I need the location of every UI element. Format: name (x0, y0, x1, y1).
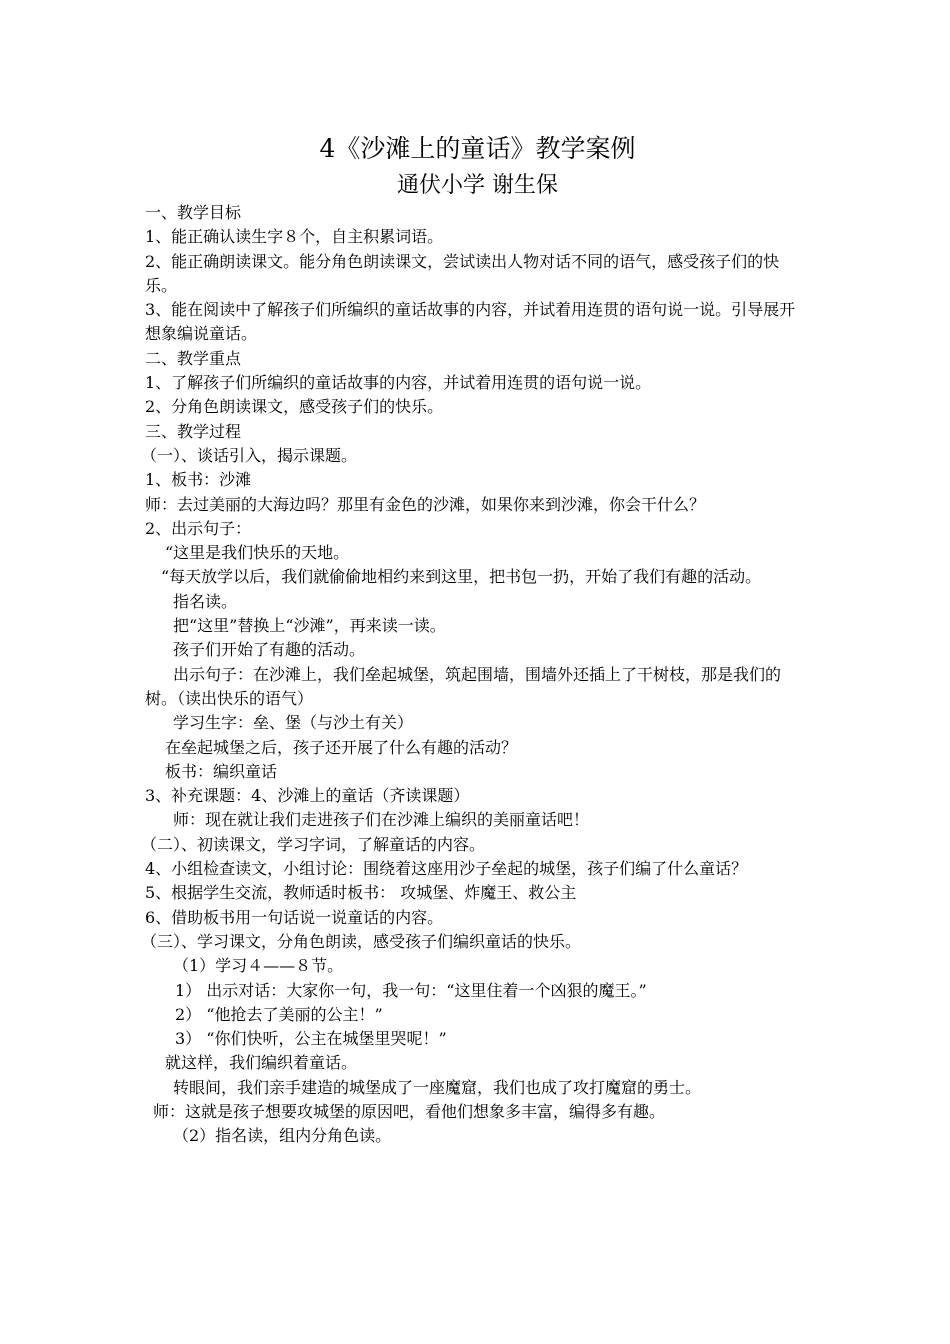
paragraph: （1）学习４——８节。 (173, 956, 344, 976)
paragraph: 4、小组检查读文，小组讨论：围绕着这座用沙子垒起的城堡，孩子们编了什么童话？ (145, 859, 748, 879)
paragraph: 2、分角色朗读课文，感受孩子们的快乐。 (145, 397, 444, 417)
subsection-heading: （二）、初读课文，学习字词，了解童话的内容。 (141, 834, 486, 854)
paragraph: 把“这里”替换上“沙滩”，再来读一读。 (173, 616, 446, 636)
document-title: 4《沙滩上的童话》教学案例 (319, 134, 636, 163)
paragraph: 3、补充课题：4、沙滩上的童话（齐读课题） (145, 786, 470, 806)
paragraph: 师：去过美丽的大海边吗？那里有金色的沙滩，如果你来到沙滩，你会干什么？ (145, 494, 706, 514)
paragraph: 6、借助板书用一句话说一说童话的内容。 (145, 907, 444, 927)
paragraph: 板书：编织童话 (165, 761, 278, 781)
paragraph: 2） “他抢去了美丽的公主！” (175, 1004, 383, 1024)
document-body (141, 201, 810, 1149)
document-author: 通伏小学 谢生保 (397, 173, 558, 198)
paragraph: 1、了解孩子们所编织的童话故事的内容，并试着用连贯的语句说一说。 (145, 373, 652, 393)
section-heading: 三、教学过程 (145, 421, 242, 441)
paragraph: 转眼间，我们亲手建造的城堡成了一座魔窟，我们也成了攻打魔窟的勇士。 (173, 1077, 702, 1097)
section-heading: 二、教学重点 (145, 348, 242, 368)
paragraph: 在垒起城堡之后，孩子还开展了什么有趣的活动？ (165, 737, 518, 757)
paragraph: 5、根据学生交流，教师适时板书： 攻城堡、炸魔王、救公主 (145, 883, 577, 903)
paragraph: 2、出示句子： (145, 518, 252, 538)
paragraph: 3） “你们快听，公主在城堡里哭呢！” (175, 1029, 447, 1049)
paragraph: 3、能在阅读中了解孩子们所编织的童话故事的内容，并试着用连贯的语句说一说。引导展开想象编说童话。 (145, 300, 796, 344)
paragraph: （2）指名读，组内分角色读。 (173, 1126, 392, 1146)
paragraph: 2、能正确朗读课文。能分角色朗读课文，尝试读出人物对话不同的语气，感受孩子们的快乐。 (145, 251, 780, 295)
subsection-heading: （一）、谈话引入，揭示课题。 (141, 445, 358, 465)
paragraph: 师：现在就让我们走进孩子们在沙滩上编织的美丽童话吧！ (173, 810, 590, 830)
paragraph: 1、板书：沙滩 (145, 470, 252, 490)
paragraph: 1、能正确认读生字８个，自主积累词语。 (145, 227, 444, 247)
paragraph: 出示句子：在沙滩上，我们垒起城堡，筑起围墙，围墙外还插上了干树枝，那是我们的树。（读出快乐的语气） (145, 664, 782, 708)
quote-sentence: “这里是我们快乐的天地。 (165, 543, 350, 563)
paragraph: 1） 出示对话：大家你一句，我一句：“这里住着一个凶狠的魔王。” (175, 980, 647, 1000)
subsection-heading: （三）、学习课文，分角色朗读，感受孩子们编织童话的快乐。 (141, 931, 582, 951)
paragraph: 学习生字：垒、堡（与沙土有关） (173, 713, 414, 733)
section-heading: 一、教学目标 (145, 203, 242, 222)
paragraph: 就这样，我们编织着童话。 (165, 1053, 358, 1073)
paragraph: 指名读。 (173, 591, 238, 611)
paragraph: 师：这就是孩子想要攻城堡的原因吧，看他们想象多丰富，编得多有趣。 (153, 1101, 666, 1121)
quote-sentence: “每天放学以后，我们就偷偷地相约来到这里，把书包一扔，开始了我们有趣的活动。 (161, 567, 762, 587)
paragraph: 孩子们开始了有趣的活动。 (173, 640, 366, 660)
